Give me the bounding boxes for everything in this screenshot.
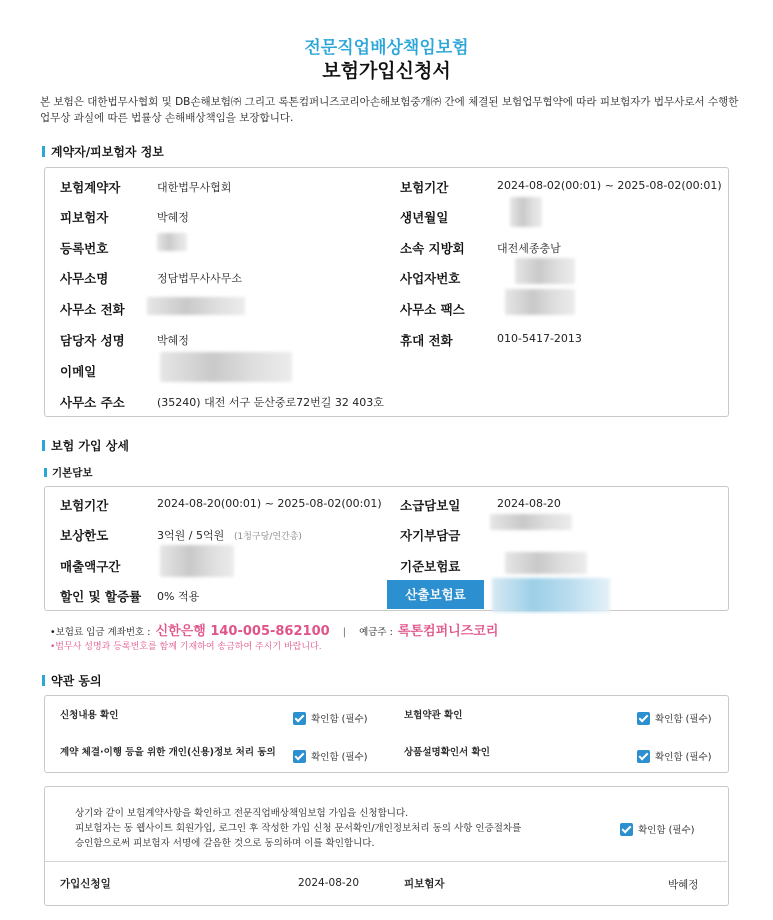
field-value: 박혜정 — [157, 334, 189, 347]
divider — [45, 861, 727, 862]
application-date-value: 2024-08-20 — [298, 877, 360, 889]
field-label: 사무소명 — [60, 271, 109, 286]
field-value: 0% 적용 — [157, 590, 200, 603]
final-check-label: 확인함 (필수) — [638, 825, 695, 836]
redacted-value — [147, 297, 245, 315]
field-label: 자기부담금 — [400, 528, 461, 543]
field-label: 할인 및 할증률 — [60, 589, 142, 604]
term-check-label: 확인함 (필수) — [311, 752, 368, 763]
account-prefix: •보험료 입금 계좌번호 : — [50, 627, 151, 638]
redacted-value — [160, 545, 234, 577]
field-label: 기준보험료 — [400, 559, 461, 574]
checkbox-checked-icon[interactable] — [293, 750, 306, 763]
document-subtitle: 전문직업배상책임보험 — [304, 38, 469, 58]
field-label: 매출액구간 — [60, 559, 121, 574]
field-label: 사업자번호 — [400, 271, 461, 286]
checkbox-checked-icon[interactable] — [637, 750, 650, 763]
field-value: 대한법무사협회 — [157, 181, 232, 194]
bank-account: 신한은행 140-005-862100 — [155, 624, 330, 639]
redacted-value — [515, 258, 575, 284]
redacted-value — [160, 352, 292, 382]
term-check-4[interactable] — [637, 745, 711, 764]
section-heading-terms — [42, 672, 102, 689]
field-value: 3억원 / 5억원 — [157, 529, 225, 542]
field-value: 2024-08-02(00:01) ~ 2025-08-02(00:01) — [497, 179, 722, 192]
checkbox-checked-icon[interactable] — [293, 712, 306, 725]
final-check[interactable] — [620, 818, 694, 837]
field-value: 2024-08-20 — [497, 497, 561, 510]
section-marker — [42, 675, 45, 686]
field-value: 2024-08-20(00:01) ~ 2025-08-02(00:01) — [157, 497, 382, 510]
terms-box — [44, 695, 729, 773]
field-label: 소속 지방회 — [400, 241, 465, 256]
subsection-marker — [44, 468, 47, 477]
term-label: 계약 체결·이행 등을 위한 개인(신용)정보 처리 동의 — [60, 747, 276, 758]
insured-value: 박혜정 — [668, 879, 699, 891]
subsection-heading-basic — [44, 465, 93, 480]
field-label: 피보험자 — [60, 210, 109, 225]
section-marker — [42, 440, 45, 451]
field-label: 사무소 주소 — [60, 395, 125, 410]
term-check-label: 확인함 (필수) — [655, 752, 712, 763]
field-label: 사무소 전화 — [60, 302, 125, 317]
subsection-heading-text: 기본담보 — [52, 467, 93, 479]
redacted-value — [505, 289, 575, 315]
field-value: 정담법무사사무소 — [157, 272, 243, 285]
document-title: 보험가입신청서 — [322, 60, 451, 82]
section-heading-contract — [42, 143, 164, 160]
final-statement — [75, 806, 595, 851]
redacted-value — [490, 514, 572, 530]
final-statement-line: 피보험자는 동 웹사이트 회원가입, 로그인 후 작성한 가입 신청 문서확인/개인정보처리 동의 사항 인증절차를 — [75, 823, 522, 834]
checkbox-checked-icon[interactable] — [620, 823, 633, 836]
final-statement-line: 승인함으로써 피보험자 서명에 갈음한 것으로 동의하며 이를 확인합니다. — [75, 838, 375, 849]
field-label: 보험계약자 — [60, 180, 121, 195]
term-check-label: 확인함 (필수) — [311, 714, 368, 725]
field-label: 생년월일 — [400, 210, 449, 225]
field-label: 담당자 성명 — [60, 333, 125, 348]
holder-prefix: 예금주 : — [359, 627, 393, 638]
field-label: 등록번호 — [60, 241, 109, 256]
section-heading-contract-text: 계약자/피보험자 정보 — [51, 145, 164, 159]
final-statement-line: 상기와 같이 보험계약사항을 확인하고 전문직업배상책임보험 가입을 신청합니다. — [75, 808, 409, 819]
contract-info-box — [44, 167, 729, 417]
separator: | — [342, 627, 346, 638]
field-value: 박혜정 — [157, 211, 189, 224]
calculated-premium-label: 산출보험료 — [387, 580, 484, 609]
field-value: (35240) 대전 서구 둔산중로72번길 32 403호 — [157, 396, 384, 409]
checkbox-checked-icon[interactable] — [637, 712, 650, 725]
field-note: (1청구당/연간총) — [234, 532, 302, 542]
term-label: 보험약관 확인 — [404, 710, 463, 721]
field-label: 사무소 팩스 — [400, 302, 465, 317]
redacted-value — [505, 552, 587, 574]
term-label: 신청내용 확인 — [60, 710, 119, 721]
field-label: 보험기간 — [400, 180, 449, 195]
field-label: 휴대 전화 — [400, 333, 453, 348]
field-label: 보험기간 — [60, 498, 109, 513]
field-label: 이메일 — [60, 364, 97, 379]
intro-paragraph: 본 보험은 대한법무사협회 및 DB손해보험㈜ 그리고 록톤컴퍼니즈코리아손해보험중개㈜ 간에 체결된 보험업무협약에 따라 피보험자가 법무사로서 수행한 업무상 과실에 따른 법률상 손해배상책임을 보장합니다. — [40, 96, 739, 124]
insured-label: 피보험자 — [404, 878, 445, 890]
term-check-3[interactable] — [293, 745, 367, 764]
term-check-label: 확인함 (필수) — [655, 714, 712, 725]
term-label: 상품설명확인서 확인 — [404, 747, 490, 758]
redacted-value — [510, 197, 542, 227]
payment-warning: •법무사 성명과 등록번호를 함께 기재하여 송금하여 주시기 바랍니다. — [50, 642, 322, 652]
account-holder: 록톤컴퍼니즈코리 — [397, 624, 499, 639]
field-value: 대전세종충남 — [497, 242, 561, 255]
section-marker — [42, 146, 45, 157]
field-value: 010-5417-2013 — [497, 332, 582, 345]
redacted-value — [157, 233, 187, 251]
section-heading-detail-text: 보험 가입 상세 — [51, 439, 129, 453]
payment-info-line — [50, 620, 498, 639]
field-label: 소급담보일 — [400, 498, 461, 513]
redacted-premium-value — [492, 578, 610, 612]
term-check-1[interactable] — [293, 707, 367, 726]
application-date-label: 가입신청일 — [60, 878, 111, 890]
term-check-2[interactable] — [637, 707, 711, 726]
field-label: 보상한도 — [60, 528, 109, 543]
section-heading-terms-text: 약관 동의 — [51, 674, 102, 688]
section-heading-detail — [42, 437, 129, 454]
